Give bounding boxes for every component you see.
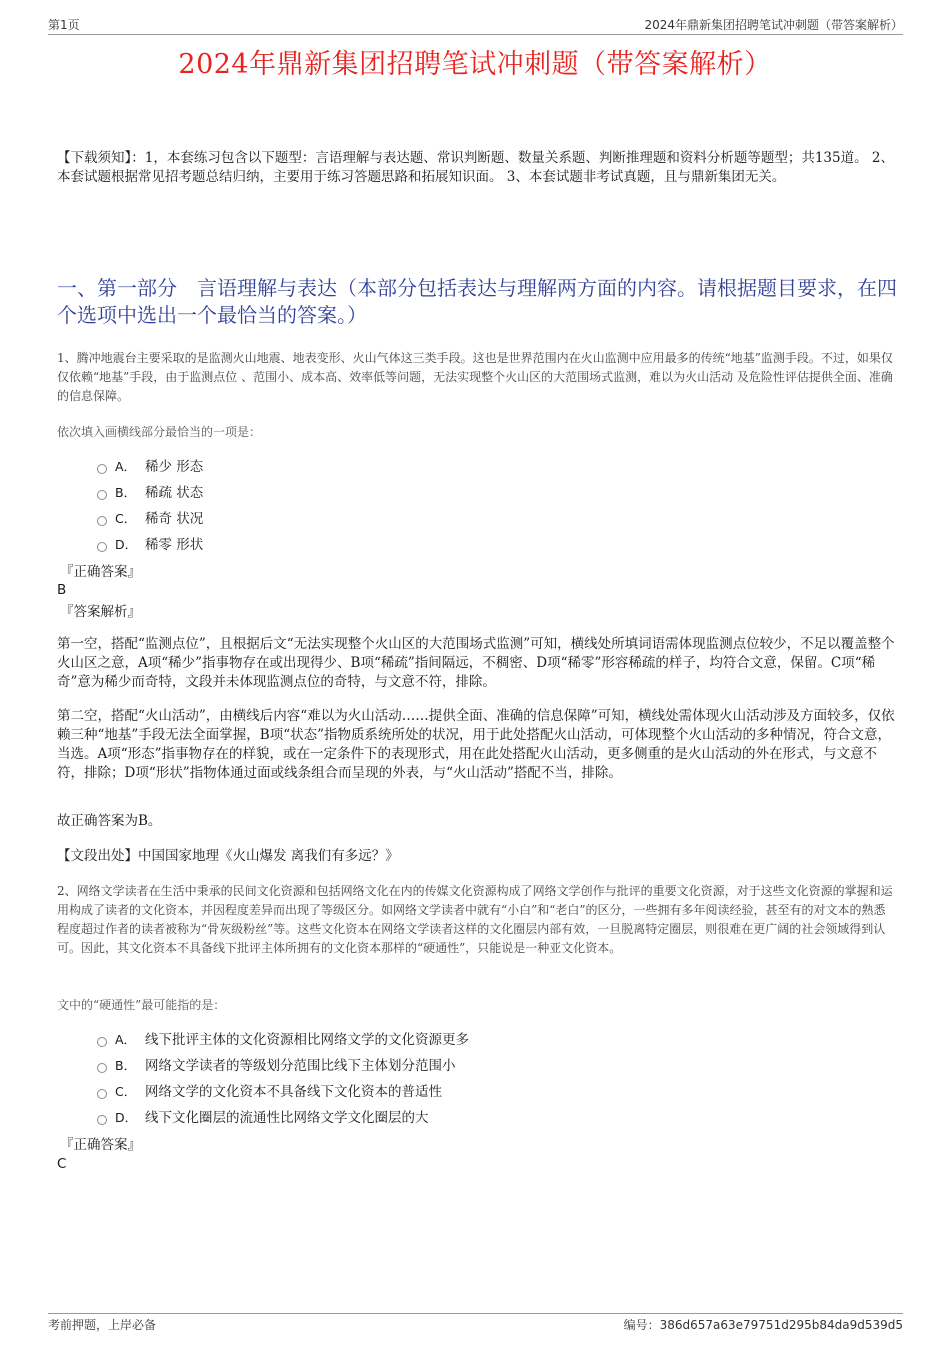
- radio-icon[interactable]: [97, 490, 107, 500]
- question-2-option-d[interactable]: D． 线下文化圈层的流通性比网络文学文化圈层的大: [97, 1109, 429, 1127]
- radio-icon[interactable]: [97, 1089, 107, 1099]
- question-2-answer-label: 『正确答案』: [60, 1137, 141, 1153]
- page-number: 第1页: [48, 18, 80, 32]
- question-2-option-c[interactable]: C． 网络文学的文化资本不具备线下文化资本的普适性: [97, 1083, 442, 1101]
- radio-icon[interactable]: [97, 542, 107, 552]
- document-title: 2024年鼎新集团招聘笔试冲刺题（带答案解析）: [178, 49, 772, 80]
- page-header: [48, 14, 903, 35]
- radio-icon[interactable]: [97, 1063, 107, 1073]
- question-1-stem: 1、腾冲地震台主要采取的是监测火山地震、地表变形、火山气体这三类手段。这也是世界范围内在火山监测中应用最多的传统“地基”监测手段。不过，如果仅仅依赖“地基”手段，由于监测点位 、范围小、成本高、效率低等问题，无法实现整个火山区的大范围场式监测，难以为火山活动 及危险性评估提供全面、准确的信息保障。: [57, 351, 893, 403]
- question-1-option-c[interactable]: C． 稀奇 状况: [97, 510, 203, 528]
- question-2-option-b[interactable]: B． 网络文学读者的等级划分范围比线下主体划分范围小: [97, 1057, 456, 1075]
- question-2-stem: 2、网络文学读者在生活中秉承的民间文化资源和包括网络文化在内的传媒文化资源构成了网络文学创作与批评的重要文化资源，对于这些文化资源的掌握和运用构成了读者的文化资本，并因程度差异而出现了等级区分。如网络文学读者中就有“小白”和“老白”的区分，一些拥有多年阅读经验，甚至有的对文本的熟悉程度超过作者的读者被称为“骨灰级粉丝”等。这些文化资本在网络文学读者这样的文化圈层内部有效，一旦脱离特定圈层，则很难在更广阔的社会领域得到认可。因此，其文化资本不具备线下批评主体所拥有的文化资本那样的“硬通性”，只能说是一种亚文化资本。: [57, 884, 893, 955]
- radio-icon[interactable]: [97, 464, 107, 474]
- question-1-option-b[interactable]: B． 稀疏 状态: [97, 484, 203, 502]
- footer-slogan: 考前押题，上岸必备: [48, 1318, 157, 1332]
- question-1-source: 【文段出处】中国国家地理《火山爆发 离我们有多远？》: [57, 848, 399, 864]
- question-1-conclusion: 故正确答案为B。: [57, 813, 162, 829]
- radio-icon[interactable]: [97, 1115, 107, 1125]
- page-footer: [48, 1313, 903, 1336]
- radio-icon[interactable]: [97, 516, 107, 526]
- question-2-answer: C: [57, 1156, 67, 1172]
- question-1-option-a[interactable]: A． 稀少 形态: [97, 458, 203, 476]
- question-2-prompt: 文中的“硬通性”最可能指的是：: [57, 998, 226, 1012]
- question-1-analysis-label: 『答案解析』: [60, 604, 141, 620]
- question-1-answer: B: [57, 582, 67, 598]
- footer-code: 编号：386d657a63e79751d295b84da9d539d5: [623, 1318, 903, 1332]
- section-heading: 一、第一部分 言语理解与表达（本部分包括表达与理解两方面的内容。请根据题目要求，在四个选项中选出一个最恰当的答案。）: [57, 276, 897, 327]
- question-1-analysis-para-1: 第一空，搭配“监测点位”，且根据后文“无法实现整个火山区的大范围场式监测”可知，横线处所填词语需体现监测点位较少，不足以覆盖整个火山区之意，A项“稀少”指事物存在或出现得少、B项“稀疏”指间隔远，不稠密、D项“稀零”形容稀疏的样子，均符合文意，保留。C项“稀奇”意为稀少而奇特，文段并未体现监测点位的奇特，与文意不符，排除。: [57, 636, 895, 690]
- header-doc-title: 2024年鼎新集团招聘笔试冲刺题（带答案解析）: [644, 18, 903, 32]
- question-1-prompt: 依次填入画横线部分最恰当的一项是：: [57, 425, 262, 439]
- download-notice: 【下载须知】：1，本套练习包含以下题型：言语理解与表达题、常识判断题、数量关系题、判断推理题和资料分析题等题型；共135道。 2、本套试题根据常见招考题总结归纳，主要用于练习答题思路和拓展知识面。 3、本套试题非考试真题，且与鼎新集团无关。: [57, 150, 894, 185]
- question-1-answer-label: 『正确答案』: [60, 564, 141, 580]
- radio-icon[interactable]: [97, 1037, 107, 1047]
- question-2-option-a[interactable]: A． 线下批评主体的文化资源相比网络文学的文化资源更多: [97, 1031, 469, 1049]
- question-1-analysis-para-2: 第二空，搭配“火山活动”，由横线后内容“难以为火山活动……提供全面、准确的信息保障”可知，横线处需体现火山活动涉及方面较多，仅依赖三种“地基”手段无法全面掌握，B项“状态”指物质系统所处的状况，用于此处搭配火山活动，可体现整个火山活动的多种情况，符合文意，当选。A项“形态”指事物存在的样貌，或在一定条件下的表现形式，用在此处搭配火山活动，更多侧重的是火山活动的外在形式，与文意不符，排除；D项“形状”指物体通过面或线条组合而呈现的外表，与“火山活动”搭配不当，排除。: [57, 708, 895, 781]
- question-1-option-d[interactable]: D． 稀零 形状: [97, 536, 203, 554]
